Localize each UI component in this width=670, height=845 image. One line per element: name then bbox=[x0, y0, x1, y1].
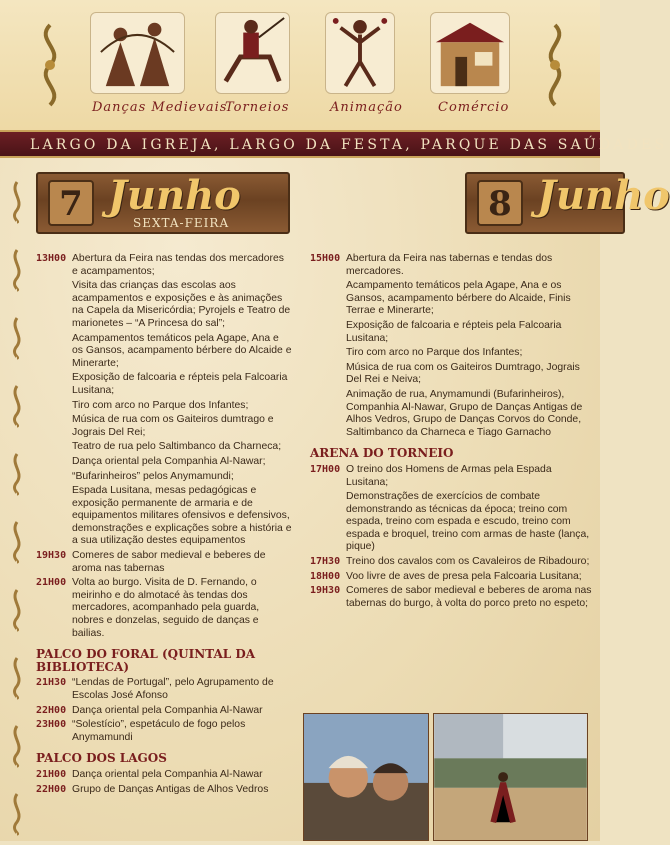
schedule-event bbox=[36, 280, 292, 330]
section-arena-torneio: ARENA DO TORNEIO bbox=[310, 446, 454, 461]
schedule-event bbox=[310, 347, 592, 360]
event-time bbox=[36, 441, 72, 454]
schedule-event bbox=[36, 333, 292, 371]
location-text: LARGO DA IGREJA, LARGO DA FESTA, PARQUE DAS SAÚDADES bbox=[30, 137, 668, 153]
event-time: 19H30 bbox=[310, 585, 341, 597]
event-time bbox=[36, 280, 72, 330]
event-description: Tiro com arco no Parque dos Infantes; bbox=[72, 399, 249, 411]
location-band bbox=[0, 130, 668, 158]
ornament-right-icon bbox=[535, 20, 575, 110]
event-time: 18H00 bbox=[310, 570, 341, 582]
schedule-event bbox=[310, 280, 592, 318]
event-description: Espada Lusitana, mesas pedagógicas e exposição permanente de armaria e de equipamentos militares ofensivos e defensivos, demonstrações e explicações sobre a história e a sua utilização destes equipamentos bbox=[72, 485, 292, 547]
event-time: 21H30 bbox=[36, 677, 67, 689]
event-time bbox=[310, 320, 346, 345]
scroll-icon bbox=[10, 180, 24, 224]
schedule-event bbox=[310, 556, 592, 569]
scroll-icon bbox=[10, 792, 24, 836]
event-description: “Lendas de Portugal”, pelo Agrupamento de Escolas José Afonso bbox=[72, 677, 274, 701]
schedule-event bbox=[36, 577, 292, 640]
event-description: Exposição de falcoaria e répteis pela Falcoaria Lusitana; bbox=[346, 319, 562, 344]
schedule-event bbox=[36, 677, 292, 702]
schedule-event bbox=[36, 253, 292, 278]
schedule-event bbox=[36, 705, 292, 718]
event-description: “Solestício”, espetáculo de fogo pelos Anymamundi bbox=[72, 719, 246, 743]
schedule-event bbox=[36, 550, 292, 575]
event-description: Abertura da Feira nas tabernas e tendas dos mercadores. bbox=[346, 253, 553, 277]
event-time: 21H00 bbox=[36, 768, 67, 780]
schedule-event bbox=[310, 571, 592, 584]
event-time bbox=[36, 400, 72, 413]
event-description: Abertura da Feira nas tendas dos mercadores e acampamentos; bbox=[72, 253, 284, 277]
event-description: Música de rua com os Gaiteiros Dumtrago, Jograis Del Rei e Neiva; bbox=[346, 361, 580, 386]
event-description: Acampamento temáticos pela Agape, Ana e os Gansos, acampamento bérbere do Alcaide, Finis Terrae e Minerarte; bbox=[346, 280, 571, 317]
day-number: 8 bbox=[477, 180, 523, 226]
event-description: Demonstrações de exercícios de combate demonstrando as técnicas da época; treino com espada, treino com espada e escudo, treino com espada e broquel, treino com armas de haste (lança, pique) bbox=[346, 491, 590, 553]
schedule-event bbox=[36, 400, 292, 413]
event-time bbox=[36, 333, 72, 371]
event-description: Voo livre de aves de presa pela Falcoaria Lusitana; bbox=[346, 570, 582, 582]
event-time bbox=[36, 471, 72, 484]
caption-comercio: Comércio bbox=[438, 100, 510, 115]
section-palco-lagos: PALCO DOS LAGOS bbox=[36, 751, 167, 766]
caption-animacao: Animação bbox=[330, 100, 403, 115]
scroll-icon bbox=[10, 248, 24, 292]
ornament-left-icon bbox=[30, 20, 70, 110]
caption-dancas: Danças Medievais bbox=[92, 100, 228, 115]
event-description: Teatro de rua pelo Saltimbanco da Charneca; bbox=[72, 441, 282, 453]
event-description: Dança oriental pela Companhia Al-Nawar; bbox=[72, 455, 266, 467]
schedule-event bbox=[36, 784, 292, 797]
schedule-event bbox=[36, 441, 292, 454]
event-time: 23H00 bbox=[36, 719, 67, 731]
schedule-event bbox=[310, 320, 592, 345]
event-description: Dança oriental pela Companhia Al-Nawar bbox=[72, 768, 263, 780]
scroll-icon bbox=[10, 384, 24, 428]
event-time bbox=[36, 372, 72, 397]
schedule-event bbox=[310, 253, 592, 278]
juggler-illustration bbox=[325, 12, 395, 94]
event-description: Acampamentos temáticos pela Agape, Ana e os Gansos, acampamento bérbere do Alcaide e Minerarte; bbox=[72, 332, 292, 369]
schedule-event bbox=[36, 471, 292, 484]
event-description: Animação de rua, Anymamundi (Bufarinheiros), Companhia Al-Nawar, Grupo de Danças Antigas de Alhos Vedros, Grupo de Danças Corvos do Conde, Saltimbanco da Charneca e Tiago Garnacho bbox=[346, 388, 583, 438]
schedule-event bbox=[36, 372, 292, 397]
event-time bbox=[36, 414, 72, 439]
header bbox=[0, 0, 600, 130]
event-description: Comeres de sabor medieval e beberes de aroma nas tabernas do burgo, à volta do porco preto no espeto; bbox=[346, 585, 592, 609]
knight-illustration bbox=[215, 12, 290, 94]
event-time: 17H30 bbox=[310, 556, 341, 568]
event-time bbox=[310, 347, 346, 360]
event-description: Tiro com arco no Parque dos Infantes; bbox=[346, 347, 523, 359]
day-banner-7 bbox=[36, 172, 290, 234]
caption-torneios: Torneios bbox=[225, 100, 290, 115]
event-time bbox=[36, 456, 72, 469]
event-time: 15H00 bbox=[310, 253, 341, 264]
schedule-day-7 bbox=[36, 253, 292, 798]
event-description: Comeres de sabor medieval e beberes de aroma nas tabernas bbox=[72, 550, 266, 574]
event-description: O treino dos Homens de Armas pela Espada Lusitana; bbox=[346, 463, 552, 488]
event-description: Volta ao burgo. Visita de D. Fernando, o meirinho e do almotacé às tendas dos mercadores, acompanhado pela guarda, nobres e donzelas, seguido de danças e bailias. bbox=[72, 577, 260, 639]
market-illustration bbox=[430, 12, 510, 94]
event-time: 22H00 bbox=[36, 783, 67, 795]
photo-performers bbox=[303, 713, 429, 841]
event-time: 19H30 bbox=[36, 550, 67, 562]
scroll-icon bbox=[10, 656, 24, 700]
event-time bbox=[36, 485, 72, 548]
day-month: Junho bbox=[537, 172, 670, 219]
event-time: 13H00 bbox=[36, 253, 67, 264]
event-time bbox=[310, 491, 346, 554]
event-description: “Bufarinheiros” pelos Anymamundi; bbox=[72, 470, 234, 482]
schedule-event bbox=[310, 389, 592, 439]
schedule-event bbox=[36, 456, 292, 469]
day-number: 7 bbox=[48, 180, 94, 226]
scroll-icon bbox=[10, 452, 24, 496]
day-weekday: SEXTA-FEIRA bbox=[133, 216, 230, 230]
event-time: 21H00 bbox=[36, 577, 67, 589]
schedule-event bbox=[310, 585, 592, 610]
schedule-event bbox=[310, 362, 592, 387]
event-description: Música de rua com os Gaiteiros dumtrago e Jograis Del Rei; bbox=[72, 414, 274, 438]
scroll-icon bbox=[10, 724, 24, 768]
scroll-icon bbox=[10, 588, 24, 632]
event-time bbox=[310, 280, 346, 318]
dancers-illustration bbox=[90, 12, 185, 94]
schedule-event bbox=[310, 491, 592, 554]
photo-tournament bbox=[433, 713, 588, 841]
event-time: 22H00 bbox=[36, 704, 67, 716]
schedule-event bbox=[36, 769, 292, 782]
event-time bbox=[310, 389, 346, 439]
day-banner-8 bbox=[465, 172, 670, 234]
scroll-icon bbox=[10, 520, 24, 564]
schedule-event bbox=[310, 464, 592, 489]
event-description: Treino dos cavalos com os Cavaleiros de Ribadouro; bbox=[346, 556, 590, 568]
scroll-icon bbox=[10, 316, 24, 360]
schedule-event bbox=[36, 719, 292, 744]
event-description: Dança oriental pela Companhia Al-Nawar bbox=[72, 704, 263, 716]
event-description: Exposição de falcoaria e répteis pela Falcoaria Lusitana; bbox=[72, 372, 288, 396]
event-time bbox=[310, 362, 346, 387]
day-month: Junho bbox=[108, 172, 241, 219]
section-palco-foral: PALCO DO FORAL (QUINTAL DA BIBLIOTECA) bbox=[36, 647, 256, 674]
event-description: Grupo de Danças Antigas de Alhos Vedros bbox=[72, 783, 269, 795]
event-description: Visita das crianças das escolas aos acampamentos e exposições e às animações na Capela da Misericórdia; Pyrojels e Teatro de marionetes – “A Princesa do sal”; bbox=[72, 280, 291, 329]
schedule-event bbox=[36, 485, 292, 548]
schedule-day-8 bbox=[310, 253, 592, 612]
event-time: 17H00 bbox=[310, 463, 341, 475]
schedule-event bbox=[36, 414, 292, 439]
